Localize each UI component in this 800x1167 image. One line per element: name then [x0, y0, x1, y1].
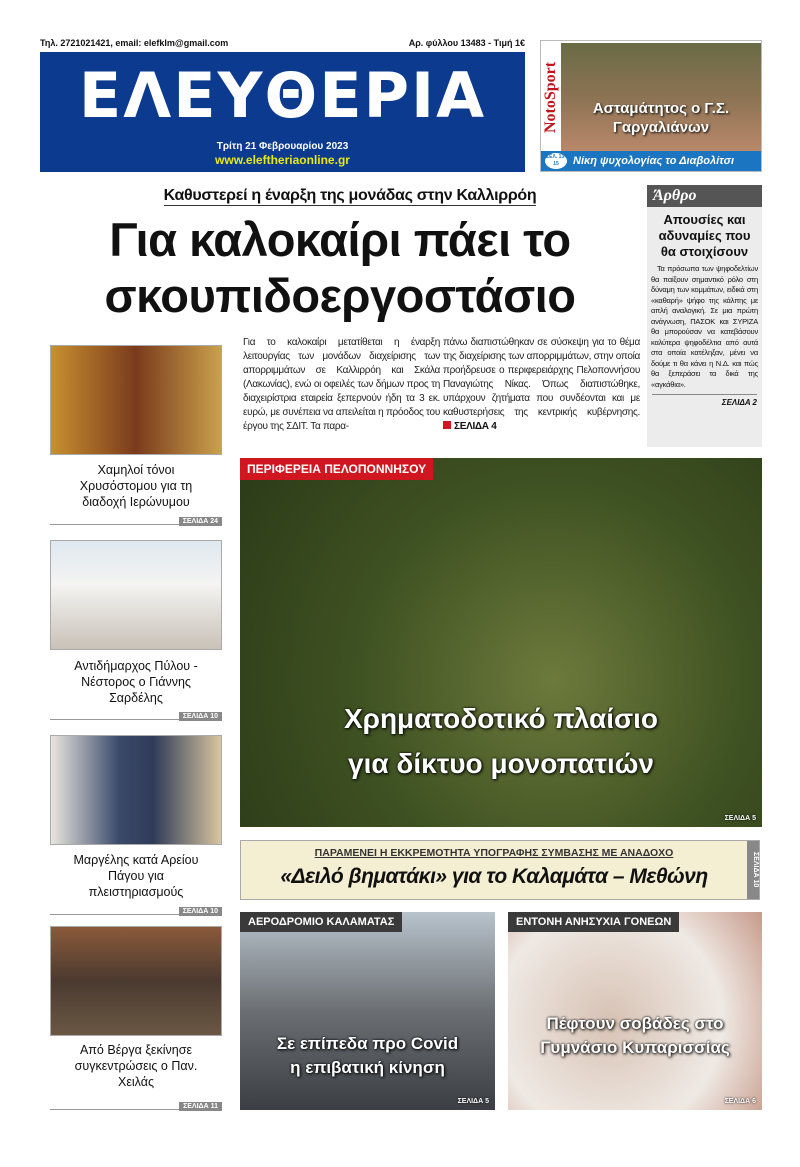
- sidebar-photo-2: [50, 540, 222, 650]
- lead-kicker: Καθυστερεί η έναρξη της μονάδας στην Καλλιρρόη: [163, 187, 537, 204]
- airport-label: ΑΕΡΟΔΡΟΜΙΟ ΚΑΛΑΜΑΤΑΣ: [240, 912, 402, 932]
- lead-page-link[interactable]: ΣΕΛΙΔΑ 4: [443, 421, 496, 432]
- main-photo-label: ΠΕΡΙΦΕΡΕΙΑ ΠΕΛΟΠΟΝΝΗΣΟΥ: [240, 458, 433, 480]
- main-photo-page: ΣΕΛΙΔΑ 5: [724, 815, 756, 822]
- banner-kicker: ΠΑΡΑΜΕΝΕΙ Η ΕΚΚΡΕΜΟΤΗΤΑ ΥΠΟΓΡΑΦΗΣ ΣΥΜΒΑΣΗΣ ΜΕ ΑΝΑΔΟΧΟ: [314, 847, 674, 859]
- main-photo-title-1: Χρηματοδοτικό πλαίσιο: [343, 703, 659, 734]
- sport-title: Ασταμάτητος ο Γ.Σ. Γαργαλιάνων: [592, 100, 730, 136]
- website-link[interactable]: www.eleftheriaonline.gr: [215, 153, 350, 167]
- opinion-page[interactable]: ΣΕΛΙΔΑ 2: [652, 394, 757, 408]
- sidebar-page-1[interactable]: ΣΕΛΙΔΑ 24: [50, 515, 222, 525]
- lead-headline[interactable]: Για καλοκαίρι πάει το σκουπιδοεργοστάσιο: [104, 213, 576, 322]
- contact-info: Τηλ. 2721021421, email: elefklm@gmail.com: [40, 38, 229, 48]
- banner-page: ΣΕΛΙΔΑ 10: [747, 841, 759, 899]
- sidebar-photo-3: [50, 735, 222, 845]
- opinion-body: Τα πρόσωπα των ψηφοδελτίων θα παίξουν σημαντικό ρόλο στη δύναμη των κομμάτων, ειδικά στη «καθαρή» ψήφο της κάλπης με απλή αναλογική. Σε μια πρώτη ανάγνωση, ΠΑΣΟΚ και ΣΥΡΙΖΑ θα μπορούσαν να κατεβάσουν καλύτερα ψηφοδέλτια από αυτά στα οποία κατέληξαν, μένει να δούμε τι θα κάνει η Ν.Δ. και πώς θα ξεπεράσει τα δικά της «αγκάθια».: [651, 264, 758, 389]
- sidebar-photo-1: [50, 345, 222, 455]
- opinion-title[interactable]: Απουσίες και αδυναμίες που θα στοιχίσουν: [658, 212, 751, 259]
- bottom-story-school[interactable]: [508, 912, 762, 1110]
- issue-info: Αρ. φύλλου 13483 - Τιμή 1€: [408, 38, 525, 48]
- sidebar-page-2[interactable]: ΣΕΛΙΔΑ 10: [50, 710, 222, 720]
- banner-title: «Δειλό βηματάκι» για το Καλαμάτα – Μεθώνη: [280, 865, 708, 888]
- sidebar-page-3[interactable]: ΣΕΛΙΔΑ 10: [50, 905, 222, 915]
- airport-page: ΣΕΛΙΔΑ 5: [457, 1098, 489, 1105]
- opinion-label: Άρθρο: [647, 185, 762, 207]
- sidebar-caption-2[interactable]: Αντιδήμαρχος Πύλου - Νέστορος ο Γιάννης Σαρδέλης: [74, 659, 198, 705]
- banner-story[interactable]: [240, 840, 760, 900]
- sidebar-caption-3[interactable]: Μαργέλης κατά Αρείου Πάγου για πλειστηριασμούς: [73, 853, 199, 899]
- airport-title-2: η επιβατική κίνηση: [290, 1058, 445, 1077]
- newspaper-logo: ΕΛΕΥΘΕΡΙΑ: [78, 59, 487, 132]
- sidebar-caption-1[interactable]: Χαμηλοί τόνοι Χρυσόστομου για τη διαδοχή Ιερώνυμου: [79, 463, 193, 509]
- opinion-box: [647, 185, 762, 447]
- sidebar-page-4[interactable]: ΣΕΛΙΔΑ 11: [50, 1100, 222, 1110]
- sport-teaser[interactable]: [540, 40, 762, 172]
- bottom-story-airport[interactable]: [240, 912, 495, 1110]
- lead-body-col2-text: πάνω διαπιστώθηκαν σε σύσκεψη για το θέμα της διαχείρισης των απορριμμάτων, στην οποία προήδρευσε ο περιφερειάρχης Πελοποννήσου Παναγιώτης Νίκας. Όπως διαπιστώθηκε, υπάρχουν ζητήματα που συνδέονται και με καθυστερήσεις της κεντρικής κυβέρνησης.: [443, 337, 640, 418]
- main-photo-story[interactable]: [240, 458, 762, 827]
- sport-brand: NotoSport: [542, 61, 559, 133]
- school-page: ΣΕΛΙΔΑ 6: [724, 1098, 756, 1105]
- lead-kicker-wrap: [130, 186, 570, 206]
- sidebar-caption-4[interactable]: Από Βέργα ξεκίνησε συγκεντρώσεις ο Παν. Χειλάς: [74, 1043, 198, 1089]
- lead-body-col2: [443, 336, 640, 434]
- airport-title-1: Σε επίπεδα προ Covid: [276, 1034, 459, 1053]
- masthead: [40, 52, 525, 172]
- school-title-1: Πέφτουν σοβάδες στο: [546, 1014, 724, 1033]
- sport-subtitle: Νίκη ψυχολογίας το Διαβολίτσι: [573, 155, 735, 167]
- issue-date: Τρίτη 21 Φεβρουαρίου 2023: [216, 141, 349, 152]
- sidebar-photo-4: [50, 926, 222, 1036]
- main-photo-title-2: για δίκτυο μονοπατιών: [348, 748, 654, 779]
- lead-body-col1: Για το καλοκαίρι μετατίθεται η έναρξη λειτουργίας των μονάδων διαχείρισης των απορριμμάτων σε Καλλιρρόη και Σκάλα (Λακωνίας), ενώ οι οφειλές των δήμων προς τη διαχειρίστρια εταιρεία ξεπερνούν ήδη τα 3 εκ. ευρώ, με συνέπεια να απειλείται η πρόοδος του έργου της ΣΔΙΤ. Τα παρα-: [243, 337, 440, 432]
- school-label: ΕΝΤΟΝΗ ΑΝΗΣΥΧΙΑ ΓΟΝΕΩΝ: [508, 912, 679, 932]
- school-title-2: Γυμνάσιο Κυπαρισσίας: [540, 1038, 730, 1057]
- sport-pages: ΣΕΛ. 13-15: [546, 154, 566, 167]
